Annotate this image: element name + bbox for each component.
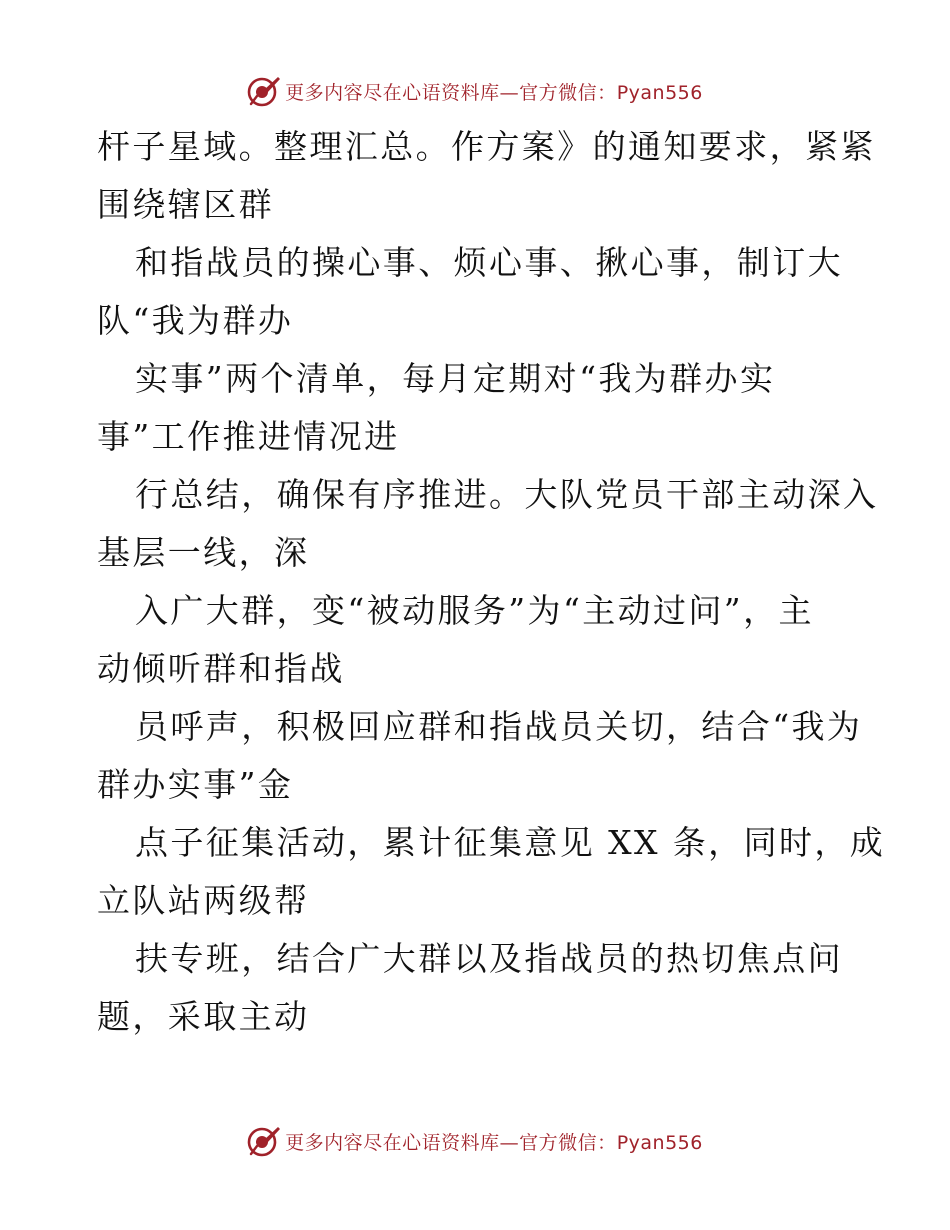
header-banner xyxy=(0,71,950,111)
text-line: 基层一线，深 xyxy=(97,533,310,572)
text-line: 员呼声，积极回应群和指战员关切，结合“我为 xyxy=(135,707,863,746)
pen-logo-icon xyxy=(247,74,281,108)
pen-logo-icon xyxy=(247,1124,281,1158)
text-line: 和指战员的操心事、烦心事、揪心事，制订大 xyxy=(135,243,843,282)
text-line: 群办实事”金 xyxy=(97,765,294,804)
text-line: 题，采取主动 xyxy=(97,997,310,1036)
text-line: 围绕辖区群 xyxy=(97,185,274,224)
text-line: 事”工作推进情况进 xyxy=(97,417,400,456)
text-line: 立队站两级帮 xyxy=(97,881,310,920)
banner-text: 更多内容尽在心语资料库—官方微信：Pyan556 xyxy=(285,1131,703,1154)
text-line: 扶专班，结合广大群以及指战员的热切焦点问 xyxy=(135,939,843,978)
text-line: 杆子星域。整理汇总。作方案》的通知要求，紧紧 xyxy=(97,127,876,166)
body-text xyxy=(97,118,886,1046)
text-line: 行总结，确保有序推进。大队党员干部主动深入 xyxy=(135,475,879,514)
footer-banner xyxy=(0,1121,950,1161)
text-line: 队“我为群办 xyxy=(97,301,294,340)
text-line: 入广大群，变“被动服务”为“主动过问”，主 xyxy=(135,591,814,630)
banner-text: 更多内容尽在心语资料库—官方微信：Pyan556 xyxy=(285,81,703,104)
text-line: 动倾听群和指战 xyxy=(97,649,345,688)
text-line: 点子征集活动，累计征集意见 XX 条，同时，成 xyxy=(135,823,886,862)
text-line: 实事”两个清单，每月定期对“我为群办实 xyxy=(135,359,776,398)
